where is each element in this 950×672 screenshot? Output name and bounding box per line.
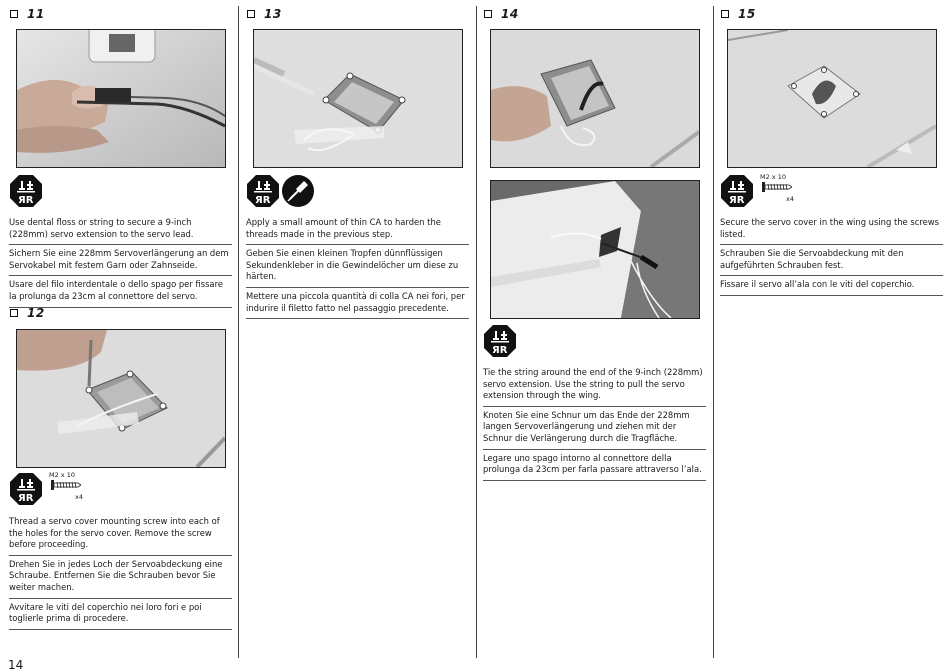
hand-tools-icon [484, 325, 516, 357]
instruction-en: Use dental floss or string to secure a 9-inch (228mm) servo extension to the servo lead. [9, 214, 232, 245]
hand-tools-icon [247, 175, 279, 207]
instruction-it: Legare uno spago intorno al connettore della prolunga da 23cm per farla passare attraverso l’ala. [483, 450, 706, 481]
step-11-header [10, 6, 45, 22]
screw-quantity: x4 [786, 195, 794, 203]
screw-size: M2 x 10 [760, 173, 786, 181]
step-15-photo [727, 29, 937, 168]
step-11-photo [16, 29, 226, 168]
instruction-de: Sichern Sie eine 228mm Servoverlängerung an dem Servokabel mit festem Garn oder Zahnseide. [9, 245, 232, 276]
step-15-icons [721, 175, 806, 207]
step-checkbox[interactable] [484, 10, 492, 18]
step-checkbox[interactable] [10, 309, 18, 317]
step-13-header [247, 6, 282, 22]
instruction-de: Knoten Sie eine Schnur um das Ende der 228mm langen Servoverlängerung und ziehen mit der Schnur die Verlängerung durch die Tragfläche. [483, 407, 706, 450]
step-checkbox[interactable] [247, 10, 255, 18]
column-divider [238, 6, 239, 658]
instruction-it: Avvitare le viti del coperchio nei loro fori e poi toglierle prima di procedere. [9, 599, 232, 630]
step-checkbox[interactable] [721, 10, 729, 18]
step-11-icons [10, 175, 42, 207]
instruction-en: Tie the string around the end of the 9-inch (228mm) servo extension. Use the string to pull the servo extension through the wing. [483, 364, 706, 407]
instruction-de: Geben Sie einen kleinen Tropfen dünnflüssigen Sekundenkleber in die Gewindelöcher um diese zu härten. [246, 245, 469, 288]
step-number: 11 [27, 7, 45, 21]
svg-text:ЯR: ЯR [729, 195, 745, 206]
instruction-en: Thread a servo cover mounting screw into each of the holes for the servo cover. Remove the screw before proceeding. [9, 513, 232, 556]
step-checkbox[interactable] [10, 10, 18, 18]
instruction-it: Usare del filo interdentale o dello spago per fissare la prolunga da 23cm al connettore del servo. [9, 276, 232, 307]
ca-glue-icon [282, 175, 314, 207]
svg-text:ЯR: ЯR [492, 345, 508, 356]
step-13-icons [247, 175, 314, 207]
step-11-text [9, 214, 232, 308]
instruction-it: Fissare il servo all’ala con le viti del coperchio. [720, 276, 943, 296]
hand-tools-icon [10, 175, 42, 207]
step-14-header [484, 6, 519, 22]
step-13-photo [253, 29, 463, 168]
hand-tools-icon [721, 175, 753, 207]
step-14-photo-b [490, 180, 700, 319]
instruction-it: Mettere una piccola quantità di colla CA nei fori, per indurire il filetto fatto nel passaggio precedente. [246, 288, 469, 319]
step-15-header [721, 6, 756, 22]
step-number: 13 [264, 7, 282, 21]
instruction-de: Schrauben Sie die Servoabdeckung mit den aufgeführten Schrauben fest. [720, 245, 943, 276]
step-14-icons [484, 325, 516, 357]
step-14-photo-a [490, 29, 700, 168]
step-12-text [9, 513, 232, 630]
screw-quantity: x4 [75, 493, 83, 501]
step-12-icons [10, 473, 95, 505]
step-number: 15 [738, 7, 756, 21]
column-divider [713, 6, 714, 658]
svg-text:ЯR: ЯR [18, 195, 34, 206]
hand-tools-icon [10, 473, 42, 505]
screw-icon [756, 175, 806, 207]
step-number: 12 [27, 306, 45, 320]
screw-icon [45, 473, 95, 505]
instruction-en: Apply a small amount of thin CA to harden the threads made in the previous step. [246, 214, 469, 245]
step-12-header [10, 305, 45, 321]
instruction-en: Secure the servo cover in the wing using the screws listed. [720, 214, 943, 245]
step-14-text [483, 364, 706, 481]
column-divider [476, 6, 477, 658]
step-15-text [720, 214, 943, 296]
step-number: 14 [501, 7, 519, 21]
step-12-photo [16, 329, 226, 468]
instruction-de: Drehen Sie in jedes Loch der Servoabdeckung eine Schraube. Entfernen Sie die Schrauben bevor Sie weiter machen. [9, 556, 232, 599]
svg-text:ЯR: ЯR [18, 493, 34, 504]
svg-text:ЯR: ЯR [255, 195, 271, 206]
screw-size: M2 x 10 [49, 471, 75, 479]
step-13-text [246, 214, 469, 319]
page-number: 14 [8, 658, 24, 672]
